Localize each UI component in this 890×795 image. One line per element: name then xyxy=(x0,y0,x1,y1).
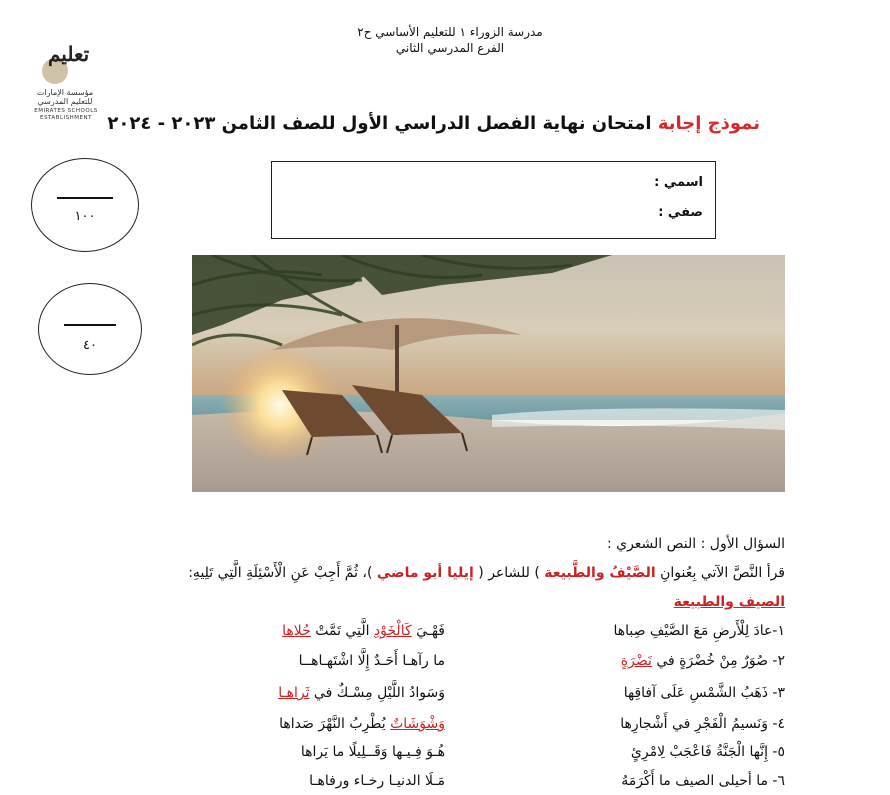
highlighted-word: ثَراهـا xyxy=(278,685,310,701)
student-info-box xyxy=(271,161,716,239)
poem-title-inline: الصَّيْفُ والطَّبيعة xyxy=(544,565,656,581)
verse-5-first-hemistich xyxy=(631,744,785,760)
highlighted-word: نَضْرَةٍ xyxy=(620,653,652,669)
logo-org-english-line1: EMIRATES SCHOOLS xyxy=(34,108,98,114)
section-score-circle xyxy=(38,283,142,375)
verse-5-second-hemistich xyxy=(301,744,445,760)
beach-umbrella-photo xyxy=(192,255,785,492)
school-branch: الفرع المدرسي الثاني xyxy=(395,41,505,55)
name-label: اسمي : xyxy=(654,175,703,190)
question-instruction xyxy=(188,565,785,581)
verse-text: ٤- وَنَسيمُ الْفَجْرِ في أَشْجارِها xyxy=(620,716,785,732)
verse-text: ٥- إِنَّها الْجَنَّةُ فَاعْجَبْ لِامْرِئٍ xyxy=(630,744,785,760)
verse-4-first-hemistich xyxy=(620,716,785,732)
logo-org-english xyxy=(30,108,102,122)
verse-6-second-hemistich xyxy=(309,773,445,789)
beach-scene-image xyxy=(192,255,785,492)
answer-key-label: نموذج إجابة xyxy=(657,113,760,134)
verse-3-first-hemistich xyxy=(624,685,785,701)
verse-text: ٣- ذَهَبُ الشَّمْسِ عَلَى آفاقِها xyxy=(623,685,785,701)
instruction-part-c: )، ثُمَّ أَجِبْ عَنِ الْأَسْئِلَةِ الَّتِي تَلِيهِ: xyxy=(188,565,373,581)
highlighted-word: حُلاها xyxy=(282,623,311,639)
verse-3-second-hemistich xyxy=(278,685,445,701)
school-header xyxy=(330,24,570,56)
instruction-part-a: قرأ النَّصَّ الآتي بِعُنوانِ xyxy=(660,565,785,581)
verse-text: وَسَوادُ اللَّيْلِ مِسْـكٌ في xyxy=(309,685,445,701)
total-score: ١٠٠ xyxy=(74,209,96,224)
school-name: مدرسة الزوراء ١ للتعليم الأساسي ح٢ xyxy=(357,25,543,39)
verse-4-second-hemistich xyxy=(279,716,445,732)
verse-2-first-hemistich xyxy=(621,653,785,669)
ese-logo xyxy=(30,42,102,122)
verse-text: ٦- ما أحيلى الصيف ما أَكْرَمَهُ xyxy=(621,773,785,789)
verse-text: يُطْرِبُ النَّهْرَ صَداها xyxy=(279,716,391,732)
exam-title-text: امتحان نهاية الفصل الدراسي الأول للصف الثامن ٢٠٢٣ - ٢٠٢٤ xyxy=(107,113,652,134)
verse-1-first-hemistich xyxy=(613,623,785,639)
highlighted-word: كَالْخَوْدِ xyxy=(373,623,412,639)
verse-text: ما رآهـا أَحَـدٌ إِلَّا اشْتَهـاهــا xyxy=(298,653,445,669)
logo-name: تعليم xyxy=(48,42,90,66)
poem-title: الصيف والطبيعة xyxy=(673,594,785,610)
total-score-circle xyxy=(31,158,139,252)
verse-1-second-hemistich xyxy=(282,623,445,639)
verse-text: ١-عادَ لِلْأَرضِ مَعَ الصَّيْفِ صِباها xyxy=(613,623,785,639)
verse-text: مَـلَا الدنيـا رخـاء ورفاهـا xyxy=(309,773,445,789)
instruction-part-b: ) للشاعر ( xyxy=(478,565,540,581)
verse-6-first-hemistich xyxy=(621,773,785,789)
score-blank-line xyxy=(57,197,113,199)
highlighted-word: وَشْوَشَاتٌ xyxy=(390,716,445,732)
question-heading: السؤال الأول : النص الشعري : xyxy=(606,536,785,552)
logo-org-english-line2: ESTABLISHMENT xyxy=(40,115,92,121)
class-label: صفي : xyxy=(658,205,703,220)
score-blank-line xyxy=(64,324,116,326)
section-score: ٤٠ xyxy=(83,338,97,353)
poet-name: إيليا أبو ماضي xyxy=(376,565,474,581)
verse-text: هُـوَ فِـيـها وَقَــلِيلًا ما يَراها xyxy=(300,744,445,760)
logo-org-arabic: مؤسسة الإمارات للتعليم المدرسي xyxy=(36,88,94,106)
verse-text: فَهْـيَ xyxy=(411,623,445,639)
verse-2-second-hemistich xyxy=(299,653,445,669)
verse-text: الَّتِي تَمَّتْ xyxy=(310,623,374,639)
exam-title xyxy=(107,113,760,134)
verse-text: ٢- صُوَرٌ مِنْ خُضْرَةٍ في xyxy=(651,653,785,669)
